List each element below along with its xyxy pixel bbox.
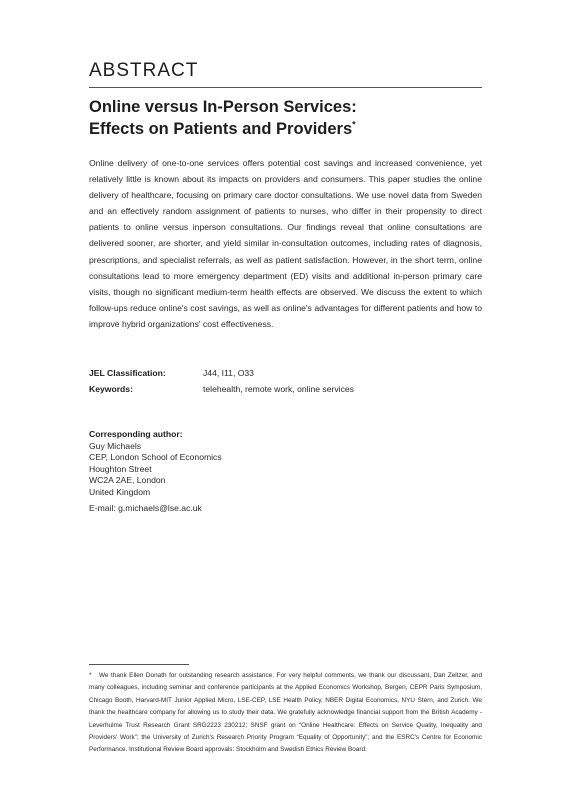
corresponding-author <box>89 429 482 515</box>
keywords-label: Keywords: <box>89 384 133 394</box>
author-affiliation: CEP, London School of Economics <box>89 452 222 462</box>
paper-title <box>89 96 482 140</box>
author-street: Houghton Street <box>89 463 152 474</box>
heading-rule <box>89 87 482 88</box>
abstract-text: Online delivery of one-to-one services offers potential cost savings and increased convenience, yet relatively little is known about its impacts on providers and consumers. This paper studies the online delivery of healthcare, focusing on primary care doctor consultations. We use novel data from Sweden and an effectively random assignment of patients to nurses, who differ in their propensity to direct patients to online versus inperson consultations. Our findings reveal that online consultations are delivered sooner, are shorter, and yield similar in-consultation outcomes, including rates of diagnosis, prescriptions, and specialist referrals, as well as patient satisfaction. However, in the short term, online consultations lead to more emergency department (ED) visits and additional in-person primary care visits, though no significant medium-term health effects are observed. We discuss the extent to which follow-ups reduce online's cost savings, as well as online's advantages for different patients and how to improve hybrid organizations' cost effectiveness. <box>89 158 482 329</box>
paper-metadata <box>89 365 482 397</box>
author-name: Guy Michaels <box>89 440 142 451</box>
author-heading: Corresponding author: <box>89 429 183 439</box>
footnote-marker: * <box>89 672 92 679</box>
title-line-1: Online versus In-Person Services: <box>89 98 357 116</box>
jel-row <box>89 365 482 381</box>
keywords-row <box>89 381 482 397</box>
footnote-text: We thank Ellen Donath for outstanding research assistance. For very helpful comments, we thank our discussant, Dan Zeltzer, and many colleagues, including seminar and conference participants at the Applied Economics Workshop, Bergen, CEPR Paris Symposium, Chicago Booth, Harvard-MIT Junior Applied Micro, LSE-CEP, LSE Health Policy, NBER Digital Economics, NYU Stern, and Zurich. We thank the healthcare company for allowing us to study their data. We gratefully acknowledge financial support from the British Academy - Leverhulme Trust Research Grant SRG2223 230212; SNSF grant on “Online Healthcare: Effects on Service Quality, Inequality and Providers' Work”; the University of Zurich's Research Priority Program “Equality of Opportunity”; and the ESRC's Centre for Economic Performance. Institutional Review Board approvals: Stockholm and Swedish Ethics Review Board. <box>89 672 482 754</box>
author-email[interactable]: E-mail: g.michaels@lse.ac.uk <box>89 503 202 513</box>
paper-page <box>89 0 482 800</box>
jel-label: JEL Classification: <box>89 368 166 378</box>
author-city: WC2A 2AE, London <box>89 475 166 485</box>
footnote <box>89 670 482 757</box>
title-footnote-marker: * <box>352 119 356 130</box>
title-line-2: Effects on Patients and Providers <box>89 120 353 138</box>
jel-value: J44, I11, O33 <box>203 368 254 378</box>
keywords-value: telehealth, remote work, online services <box>203 384 354 394</box>
author-country: United Kingdom <box>89 486 151 497</box>
section-heading: ABSTRACT <box>89 60 199 81</box>
footnote-rule <box>89 664 189 665</box>
